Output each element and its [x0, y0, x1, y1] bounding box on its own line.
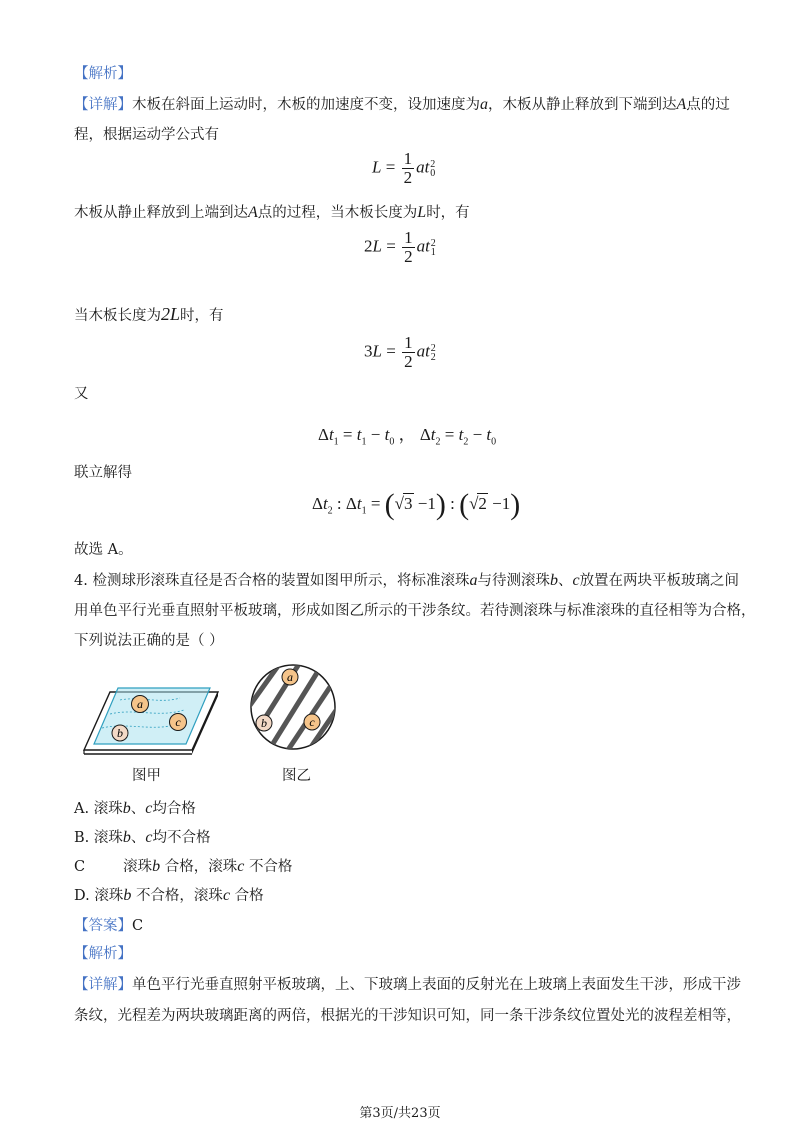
option-text: 滚珠 — [93, 801, 123, 817]
option-text: 、 — [130, 830, 146, 846]
svg-text:b: b — [117, 726, 123, 740]
var-2L: 2L — [161, 304, 181, 324]
svg-text:c: c — [175, 715, 181, 729]
ball-b — [256, 715, 272, 731]
option-text: 均合格 — [152, 801, 196, 817]
svg-text:a: a — [287, 670, 293, 684]
detail-paragraph-line1 — [74, 95, 730, 115]
equation-5: $\Delta t_2$ : $\Delta t_1 = (√3 -1)$ : (√2 −1) — [312, 488, 521, 521]
option-key: B. — [74, 830, 90, 846]
detail-line-2: 条纹，光程差为两块玻璃距离的两倍，根据光的干涉知识可知，同一条干涉条纹位置处光的波程差相等， — [74, 1008, 741, 1024]
detail-text: ，木板从静止释放到下端到达 — [488, 97, 677, 113]
equation-2: 2L = $\frac{1}{2}$ at 2 1 — [364, 228, 436, 266]
svg-text:c: c — [309, 715, 315, 729]
text: 放置在两块平板玻璃之间 — [579, 573, 740, 589]
option-a[interactable] — [74, 799, 196, 819]
var-c: c — [145, 800, 153, 817]
var-c: c — [572, 572, 580, 589]
analysis-tag: 【解析】 — [74, 66, 132, 82]
text: 当木板长度为 — [74, 308, 161, 324]
text: 时，有 — [180, 308, 224, 324]
equation-4: $\Delta t_1 = t_1 - t_0$ ， $\Delta t_2 = t_2 - t_0$ — [318, 425, 497, 448]
option-text: 均不合格 — [152, 830, 211, 846]
option-key: C — [74, 859, 86, 875]
option-text: 滚珠 — [123, 859, 153, 875]
var-b: b — [152, 858, 161, 875]
ball-c — [304, 714, 320, 730]
option-text: 滚珠 — [94, 888, 124, 904]
text: 、 — [557, 573, 573, 589]
option-c[interactable] — [74, 857, 292, 877]
analysis-tag-2: 【解析】 — [74, 946, 132, 962]
detail-text: 点的过 — [686, 97, 730, 113]
figure-jia — [80, 680, 230, 758]
equation-1: L = $\frac{1}{2}$ at 2 0 — [372, 149, 436, 187]
figure-yi-caption: 图乙 — [282, 768, 311, 784]
text: 与待测滚珠 — [477, 573, 550, 589]
ball-a — [282, 669, 298, 685]
svg-text:a: a — [137, 697, 143, 711]
var-b: b — [122, 829, 131, 846]
option-d[interactable] — [74, 886, 264, 906]
option-text: 不合格，滚珠 — [135, 888, 223, 904]
answer-tag: 【答案】 — [74, 918, 132, 934]
answer-value: C — [132, 918, 144, 934]
detail-tag: 【详解】 — [74, 97, 132, 113]
var-b: b — [549, 572, 558, 589]
question-4-line3: 下列说法正确的是（ ） — [74, 633, 224, 649]
upper-glass-plate — [94, 688, 210, 744]
paragraph-5: 联立解得 — [74, 465, 132, 481]
text: 4. 检测球形滚珠直径是否合格的装置如图甲所示，将标准滚珠 — [74, 573, 470, 589]
var-c: c — [222, 887, 231, 904]
ball-b — [112, 725, 128, 741]
ball-c — [170, 714, 187, 731]
question-4-line1 — [74, 571, 739, 591]
detail-text: 单色平行光垂直照射平板玻璃，上、下玻璃上表面的反射光在上玻璃上表面发生干涉，形成干涉 — [132, 977, 741, 993]
ball-a — [132, 696, 149, 713]
paragraph-6: 故选 A。 — [74, 542, 133, 558]
option-b[interactable] — [74, 828, 210, 848]
option-text: 、 — [130, 801, 146, 817]
var-b: b — [123, 887, 132, 904]
paragraph-4: 又 — [74, 386, 89, 402]
detail-paragraph-line2: 程，根据运动学公式有 — [74, 127, 219, 143]
var-c: c — [237, 858, 245, 875]
svg-text:b: b — [261, 716, 267, 730]
option-text: 合格，滚珠 — [164, 859, 238, 875]
var-a: a — [469, 572, 478, 589]
figure-jia-caption: 图甲 — [132, 768, 161, 784]
option-key: A. — [74, 801, 90, 817]
text: 时，有 — [426, 205, 470, 221]
detail-text: 木板在斜面上运动时，木板的加速度不变，设加速度为 — [132, 97, 480, 113]
var-A: A — [248, 204, 258, 221]
figure-yi — [248, 662, 338, 752]
option-text: 滚珠 — [93, 830, 123, 846]
var-c: c — [145, 829, 153, 846]
option-text: 合格 — [234, 888, 264, 904]
var-a: a — [480, 96, 488, 113]
text: 木板从静止释放到上端到达 — [74, 205, 248, 221]
paragraph-3 — [74, 304, 224, 326]
answer-line — [74, 916, 143, 936]
var-A: A — [676, 96, 687, 113]
option-text: 不合格 — [248, 859, 293, 875]
page-footer: 第3页/共23页 — [359, 1106, 441, 1121]
detail-line-1 — [74, 975, 741, 995]
question-4-line2: 用单色平行光垂直照射平板玻璃，形成如图乙所示的干涉条纹。若待测滚珠与标准滚珠的直径相等为合格， — [74, 603, 756, 619]
detail-tag: 【详解】 — [74, 977, 132, 993]
var-b: b — [122, 800, 131, 817]
equation-3: 3L = $\frac{1}{2}$ at 2 2 — [364, 333, 436, 371]
paragraph-2 — [74, 203, 470, 223]
option-key: D. — [74, 888, 90, 904]
text: 点的过程，当木板长度为 — [257, 205, 418, 221]
var-L: L — [417, 204, 427, 221]
